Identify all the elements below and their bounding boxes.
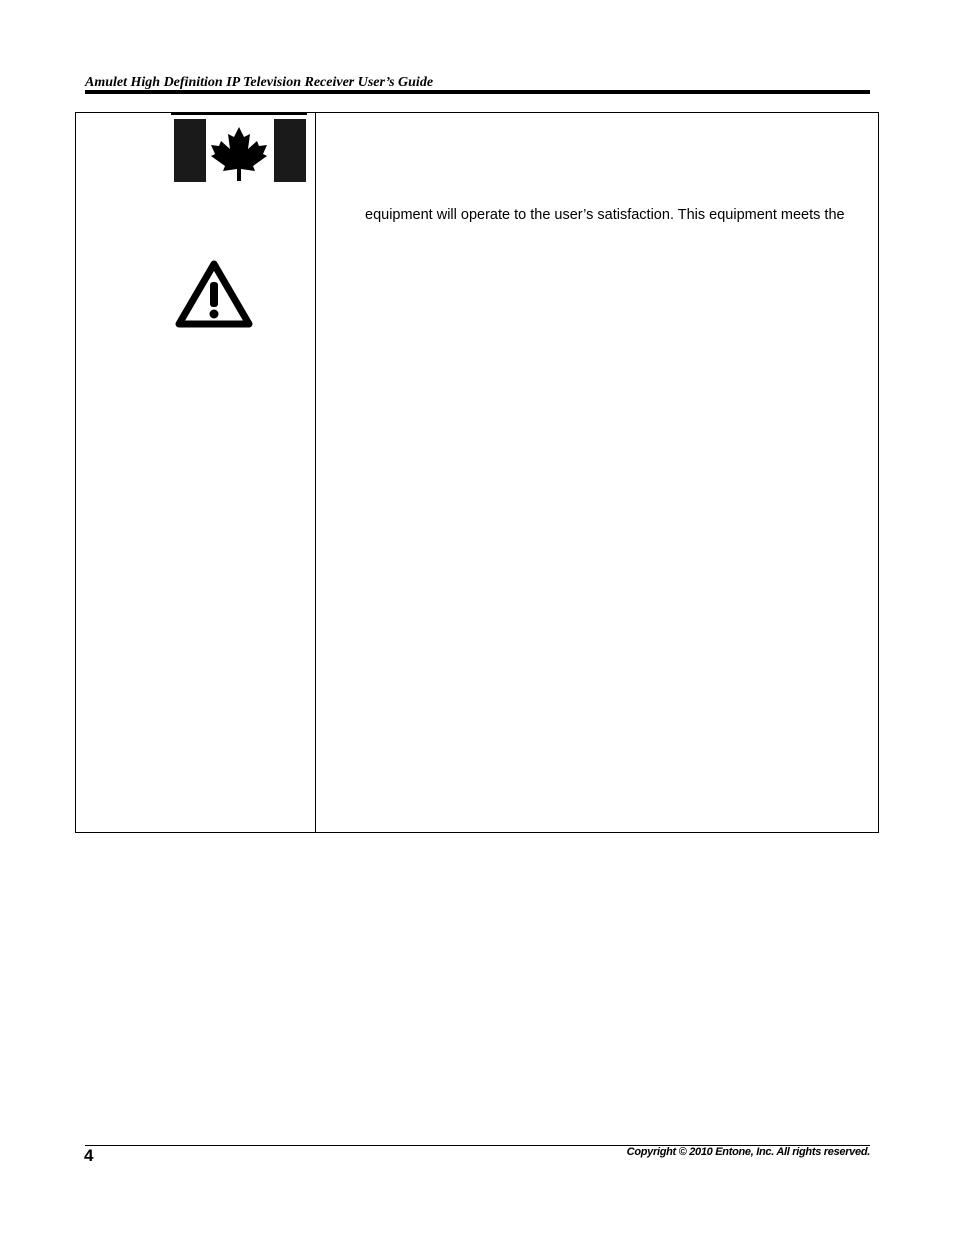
canada-flag-icon <box>171 113 307 183</box>
column-divider <box>315 113 316 832</box>
document-header-title: Amulet High Definition IP Television Receiver User’s Guide <box>85 75 434 90</box>
copyright-notice: Copyright © 2010 Entone, Inc. All rights reserved. <box>626 1146 870 1158</box>
notice-table <box>75 112 879 833</box>
page-number: 4 <box>84 1146 94 1165</box>
warning-triangle-icon <box>175 260 253 328</box>
header-rule <box>85 90 870 94</box>
notice-body-text: equipment will operate to the user’s satisfaction. This equipment meets the <box>365 207 845 223</box>
